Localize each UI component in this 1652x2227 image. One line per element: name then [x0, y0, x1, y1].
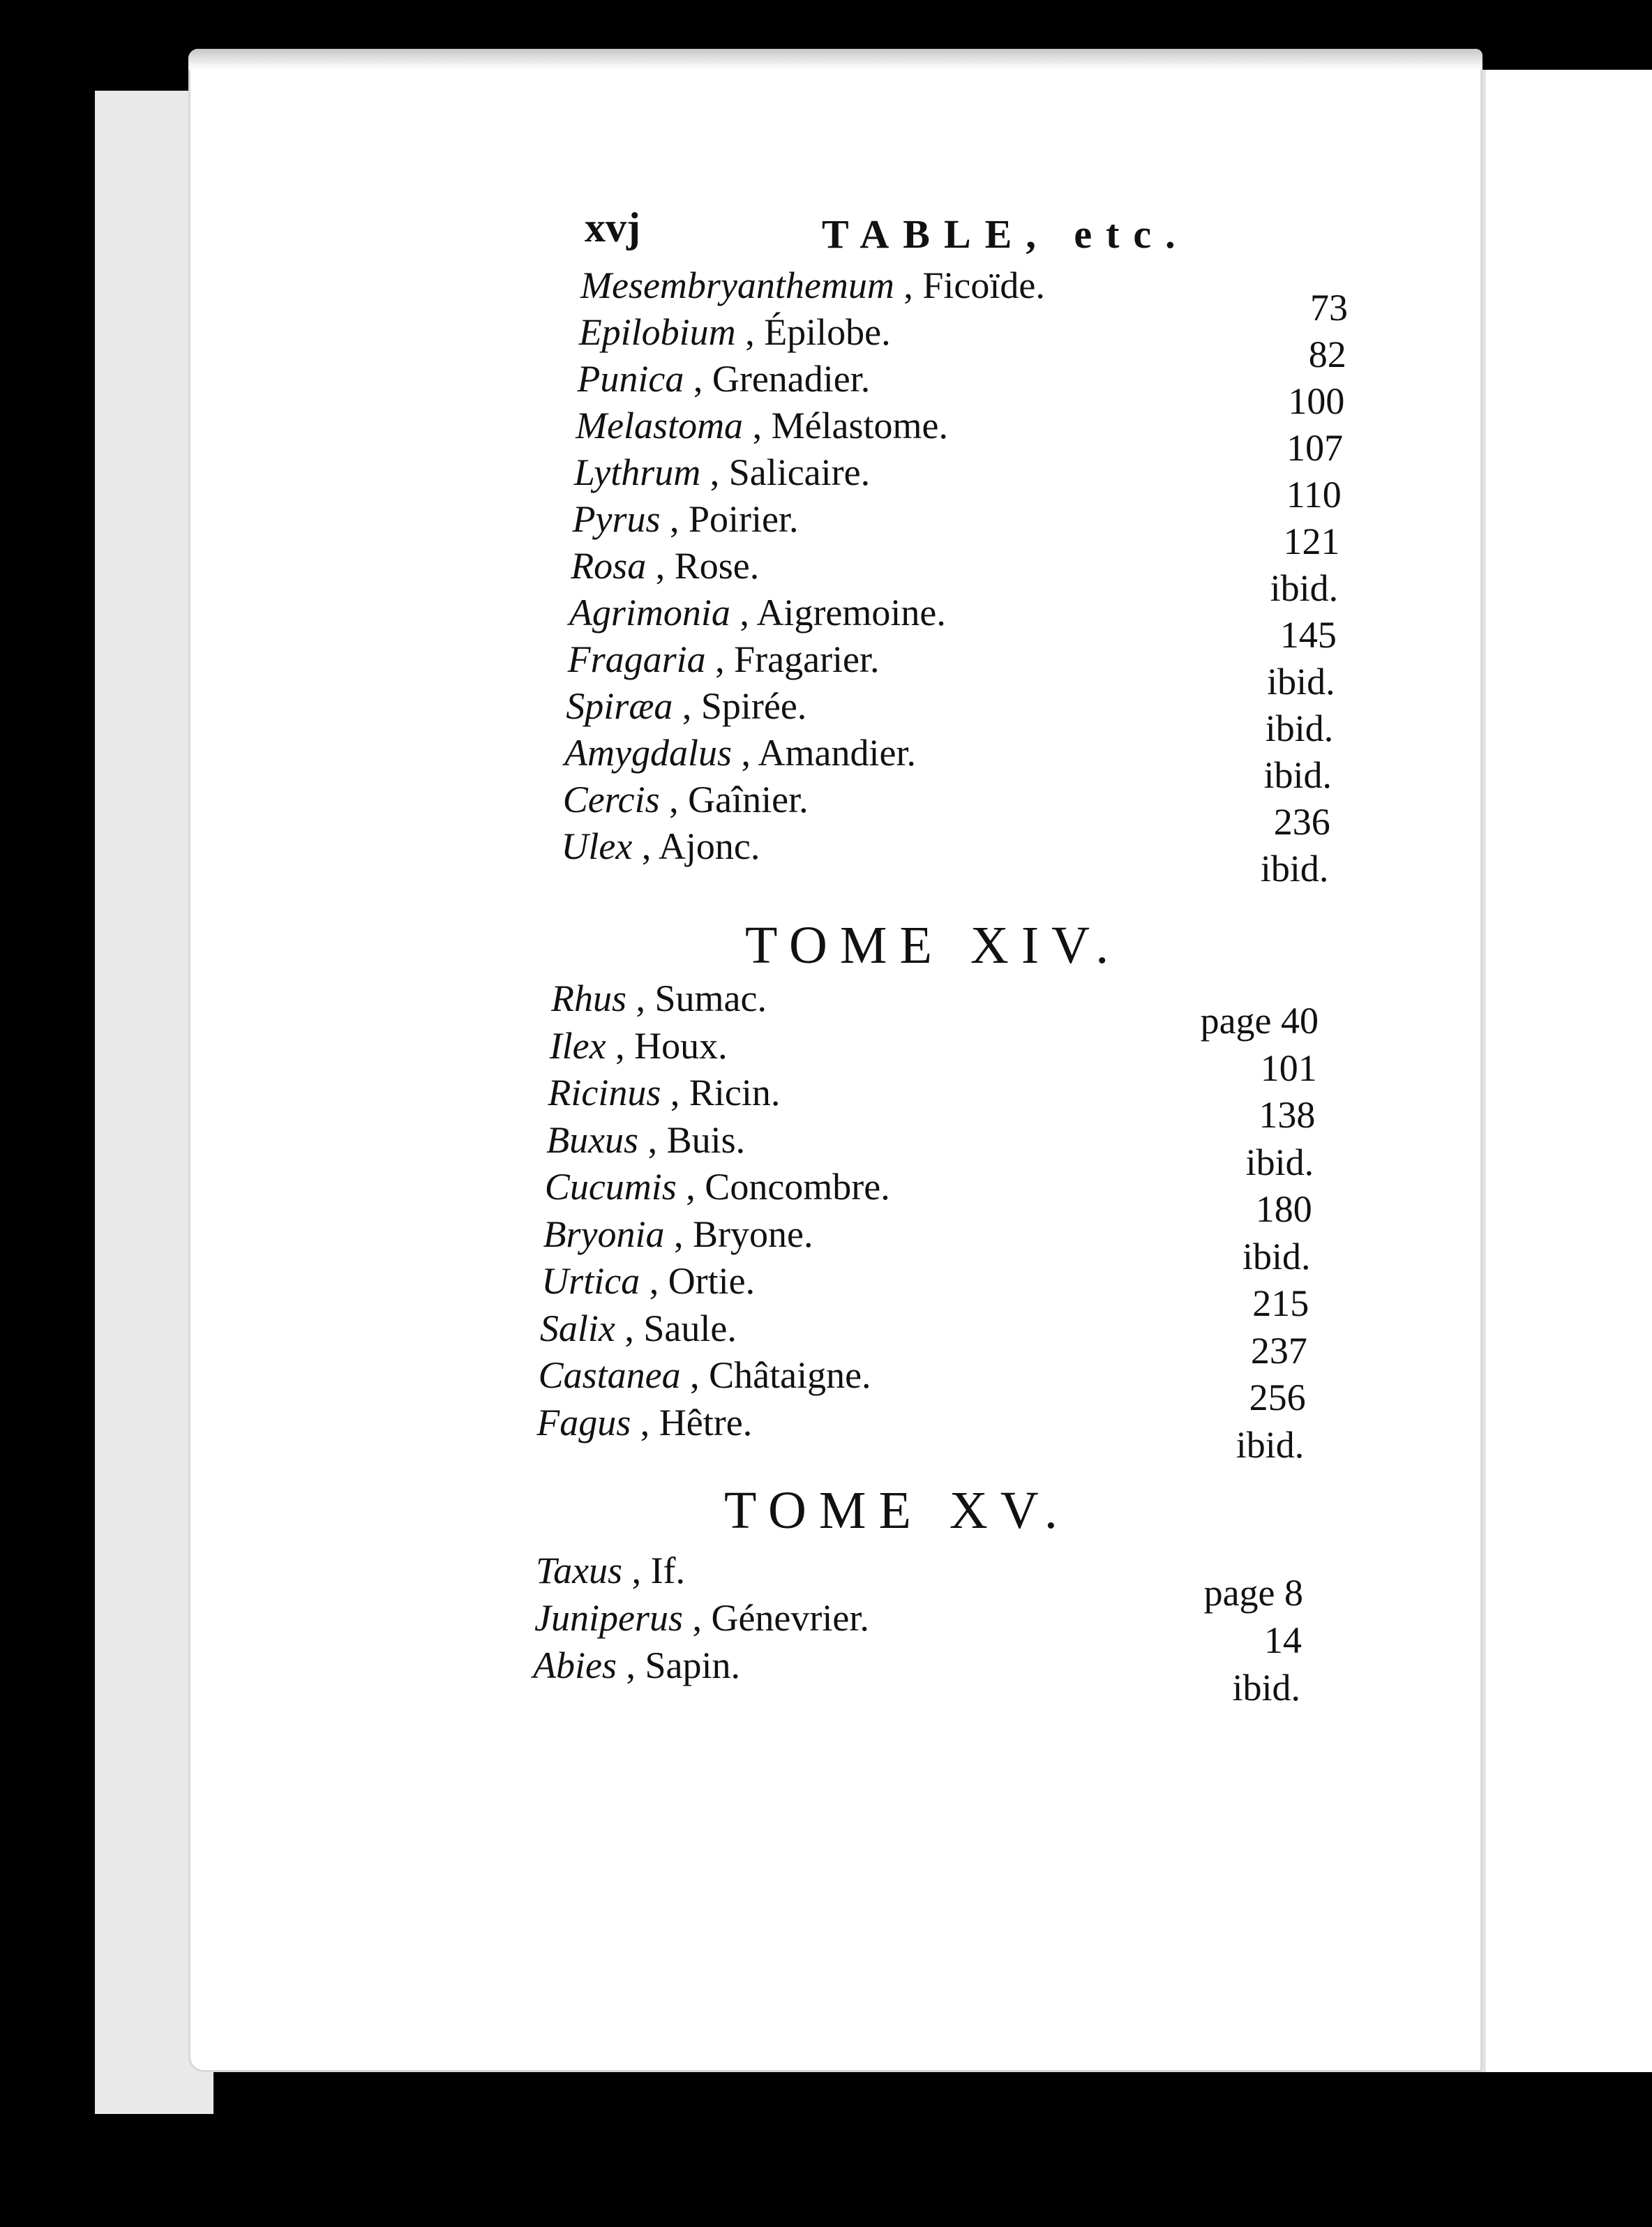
page-reference: ibid. [1260, 848, 1329, 890]
latin-name: Fagus [536, 1401, 631, 1444]
page-reference: 145 [1279, 614, 1337, 656]
separator: , [743, 405, 772, 447]
latin-name: Spiræa [566, 685, 673, 727]
separator: , [684, 358, 712, 400]
separator: , [894, 264, 923, 306]
separator: , [632, 825, 659, 867]
separator: , [616, 1644, 645, 1686]
table-entry [573, 449, 1342, 516]
page-reference: 215 [1252, 1282, 1309, 1324]
separator: , [631, 1401, 659, 1444]
french-name: Ortie. [668, 1260, 756, 1302]
tome-xv-heading: TOME XV. [724, 1481, 1070, 1540]
page-reference: 121 [1283, 520, 1340, 562]
page-reference: ibid. [1245, 1141, 1314, 1183]
separator: , [660, 498, 689, 540]
table-entry [578, 309, 1346, 375]
table-entry [539, 1305, 1307, 1372]
table-entry [566, 683, 1334, 749]
page-reference: 107 [1286, 427, 1344, 469]
latin-name: Punica [577, 358, 684, 400]
running-title: TABLE, etc. [822, 211, 1189, 257]
latin-name: Juniperus [534, 1597, 683, 1639]
french-name: Concombre. [705, 1166, 890, 1208]
latin-name: Pyrus [572, 498, 661, 540]
separator: , [640, 1260, 668, 1302]
latin-name: Ricinus [548, 1072, 661, 1114]
french-name: Épilobe. [764, 311, 891, 353]
page-reference: ibid. [1265, 707, 1334, 749]
separator: , [615, 1307, 644, 1349]
french-name: Poirier. [688, 498, 799, 540]
latin-name: Cercis [562, 779, 660, 820]
table-entry [546, 1117, 1314, 1183]
latin-name: Fragaria [567, 638, 706, 680]
french-name: Gaînier. [688, 779, 809, 820]
table-entry [564, 730, 1332, 796]
page-reference: 82 [1308, 333, 1346, 375]
separator: , [638, 1118, 667, 1161]
french-name: Mélastome. [771, 405, 949, 447]
separator: , [705, 638, 735, 680]
page-reference: ibid. [1263, 754, 1332, 796]
french-name: Sapin. [645, 1644, 740, 1686]
table-entry [567, 636, 1335, 703]
page-reference: ibid. [1236, 1423, 1305, 1466]
french-name: Grenadier. [712, 358, 871, 400]
french-name: Houx. [634, 1024, 728, 1067]
latin-name: Urtica [541, 1260, 640, 1302]
page-reference: 237 [1250, 1329, 1307, 1372]
folio-number: xvj [585, 204, 640, 250]
separator: , [676, 1166, 705, 1208]
latin-name: Cucumis [544, 1166, 677, 1208]
separator: , [664, 1213, 693, 1255]
page-reference: ibid. [1232, 1667, 1300, 1709]
french-name: Ficoïde. [922, 264, 1045, 306]
french-name: Saule. [643, 1307, 737, 1349]
separator: , [673, 685, 701, 727]
latin-name: Ilex [549, 1024, 606, 1067]
latin-name: Agrimonia [569, 592, 730, 633]
separator: , [735, 311, 765, 353]
latin-name: Castanea [538, 1354, 681, 1396]
table-entry [569, 590, 1337, 656]
table-entry [576, 403, 1344, 469]
table-entry [561, 823, 1329, 890]
french-name: Ajonc. [658, 825, 760, 867]
page-reference: 256 [1249, 1377, 1306, 1418]
french-name: Sumac. [654, 977, 767, 1019]
table-entry [543, 1211, 1311, 1277]
facing-page [1486, 70, 1652, 2072]
separator: , [659, 779, 689, 820]
latin-name: Abies [533, 1644, 617, 1686]
separator: , [661, 1072, 689, 1114]
french-name: Salicaire. [728, 451, 871, 493]
table-entry [548, 1070, 1316, 1136]
latin-name: Lythrum [573, 451, 701, 493]
latin-name: Rosa [571, 545, 647, 587]
latin-name: Taxus [536, 1550, 623, 1591]
latin-name: Ulex [561, 825, 633, 867]
separator: , [682, 1597, 712, 1639]
page-reference: 180 [1255, 1188, 1312, 1230]
french-name: Fragarier. [734, 638, 880, 680]
french-name: Génevrier. [711, 1597, 869, 1639]
page-reference: 236 [1273, 801, 1330, 843]
table-entry [580, 262, 1348, 329]
table-entry [551, 975, 1319, 1042]
page-reference: ibid. [1267, 661, 1335, 703]
separator: , [626, 977, 655, 1019]
table-entry [549, 1023, 1317, 1089]
latin-name: Amygdalus [564, 732, 732, 774]
separator: , [731, 732, 758, 774]
separator: , [622, 1550, 651, 1591]
latin-name: Buxus [546, 1118, 639, 1161]
page-reference: 73 [1310, 287, 1348, 329]
separator: , [680, 1354, 709, 1396]
french-name: Bryone. [692, 1213, 813, 1255]
latin-name: Epilobium [578, 311, 736, 353]
page-reference: page 40 [1200, 1000, 1319, 1042]
table-entry [541, 1258, 1309, 1324]
french-name: If. [650, 1550, 686, 1591]
table-entry [571, 543, 1339, 609]
table-entry [577, 356, 1345, 422]
page-reference: ibid. [1242, 1235, 1311, 1277]
latin-name: Rhus [551, 977, 626, 1019]
table-entry [536, 1400, 1305, 1466]
french-name: Aigremoine. [756, 592, 946, 633]
table-entry [572, 496, 1340, 562]
latin-name: Melastoma [576, 405, 744, 447]
separator: , [646, 545, 675, 587]
table-entry [533, 1642, 1300, 1709]
page-reference: ibid. [1270, 567, 1339, 609]
page-reference: 110 [1286, 474, 1342, 516]
table-entry [538, 1352, 1306, 1418]
table-entry [534, 1595, 1302, 1661]
page-reference: page 8 [1203, 1572, 1303, 1614]
french-name: Amandier. [758, 732, 916, 774]
separator: , [606, 1024, 635, 1067]
french-name: Spirée. [700, 685, 807, 727]
table-entry [562, 777, 1330, 843]
french-name: Hêtre. [659, 1401, 753, 1444]
latin-name: Salix [539, 1307, 615, 1349]
page-reference: 100 [1288, 380, 1345, 422]
page-reference: 101 [1260, 1047, 1317, 1089]
french-name: Ricin. [689, 1072, 781, 1114]
french-name: Buis. [666, 1118, 746, 1161]
latin-name: Bryonia [543, 1213, 665, 1255]
separator: , [700, 451, 729, 493]
french-name: Rose. [674, 545, 760, 587]
table-entry [536, 1547, 1303, 1614]
page-reference: 138 [1259, 1094, 1316, 1136]
latin-name: Mesembryanthemum [580, 264, 894, 306]
separator: , [730, 592, 757, 633]
french-name: Châtaigne. [709, 1354, 871, 1396]
table-entry [544, 1164, 1312, 1230]
page-reference: 14 [1264, 1619, 1302, 1661]
tome-xiv-heading: TOME XIV. [745, 916, 1122, 975]
